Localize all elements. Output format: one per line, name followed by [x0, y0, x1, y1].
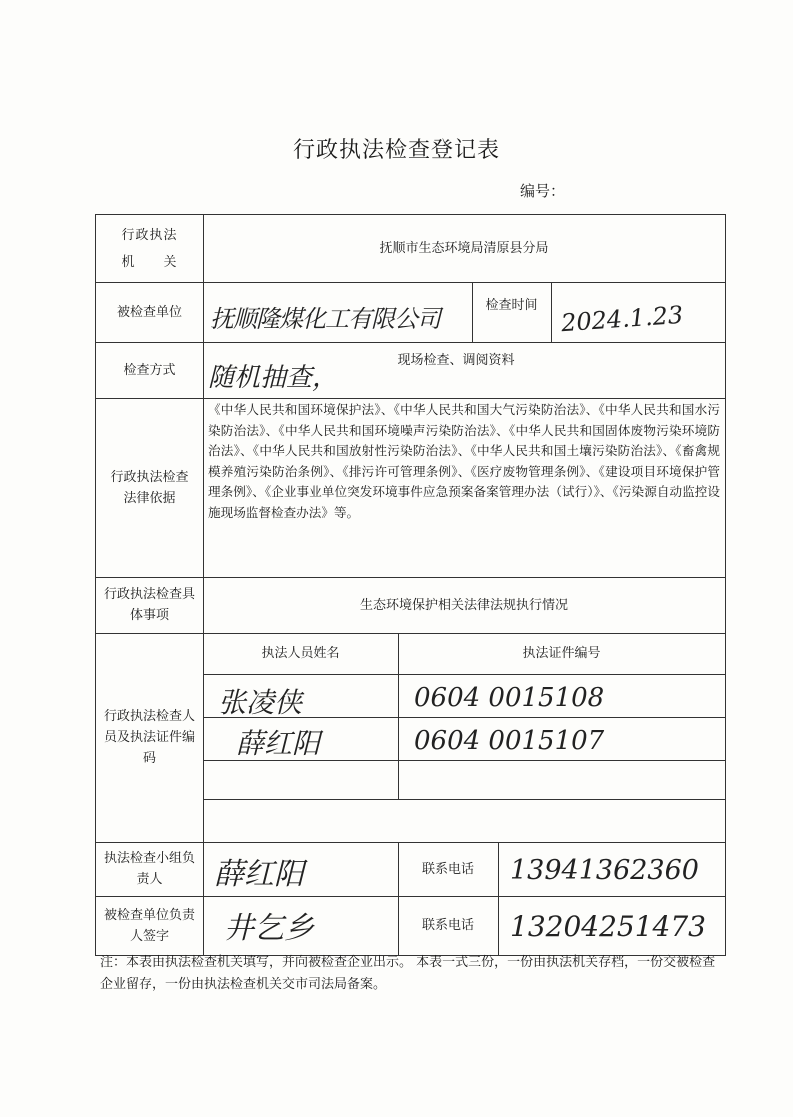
inspection-method-value: 现场检查、调阅资料 [397, 352, 515, 368]
personnel-cert-header: 执法证件编号 [522, 646, 601, 661]
column-divider [551, 282, 552, 342]
personnel-name-1: 张凌侠 [218, 686, 303, 719]
agency-label-line2: 机 关 [121, 254, 178, 270]
specific-matters-label: 行政执法检查具体事项 [103, 587, 195, 623]
leader-phone-label: 联系电话 [421, 861, 474, 877]
agency-label-line1: 行政执法 [121, 227, 178, 243]
inspection-time-label: 检查时间 [485, 297, 538, 313]
responsible-phone-handwritten: 13204251473 [510, 910, 706, 943]
unit-responsible-signature: 井乞乡 [224, 911, 314, 946]
number-label: 编号： [520, 182, 566, 200]
specific-matters-value: 生态环境保护相关法律法规执行情况 [359, 597, 568, 613]
row-divider [203, 799, 725, 800]
agency-label [96, 215, 203, 282]
unit-responsible-label: 被检查单位负责人签字 [104, 907, 196, 944]
legal-basis-text: 《中华人民共和国环境保护法》、《中华人民共和国大气污染防治法》、《中华人民共和国水污染防治法》、《中华人民共和国环境噪声污染防治法》、《中华人民共和国固体废物污染环境防治法》、《中华人民共和国放射性污染防治法》、《中华人民共和国土壤污染防治法》、《畜禽规模养殖污染防治条例》、《排污许可管理条例》、《医疗废物管理条例》、《建设项目环境保护管理条例》、《企业事业单位突发环境事件应急预案备案管理办法（试行）》、《污染源自动监控设施现场监督检查办法》等。 [208, 402, 720, 520]
leader-phone-handwritten: 13941362360 [510, 855, 699, 886]
team-leader-signature: 薛红阳 [214, 857, 304, 892]
team-leader-label: 执法检查小组负责人 [104, 851, 196, 887]
responsible-phone-label: 联系电话 [421, 918, 474, 933]
personnel-cert-1: 0604 0015108 [414, 683, 605, 713]
footnote: 注：本表由执法检查机关填写，并向被检查企业出示。 本表一式三份，一份由执法机关存档，一份交被检查企业留存，一份由执法检查机关交市司法局备案。 [100, 955, 716, 992]
inspected-unit-label: 被检查单位 [116, 304, 182, 320]
personnel-name-2: 薛红阳 [236, 727, 321, 760]
inspection-time-handwritten: 2024.1.23 [560, 300, 684, 338]
inspected-unit-signature: 抚顺隆煤化工有限公司 [210, 305, 440, 333]
inspection-method-handwritten: 随机抽查， [208, 363, 339, 393]
personnel-label: 行政执法检查人员及执法证件编码 [103, 709, 195, 766]
column-divider [498, 842, 499, 955]
page-title: 行政执法检查登记表 [292, 138, 500, 163]
legal-basis-label: 行政执法检查法律依据 [110, 469, 189, 506]
agency-value: 抚顺市生态环境局清原县分局 [379, 241, 549, 256]
row-divider [203, 674, 725, 675]
personnel-cert-2: 0604 0015107 [414, 726, 605, 756]
personnel-name-header: 执法人员姓名 [261, 646, 340, 661]
inspection-form-table [95, 214, 726, 956]
inspection-method-label: 检查方式 [123, 362, 176, 378]
